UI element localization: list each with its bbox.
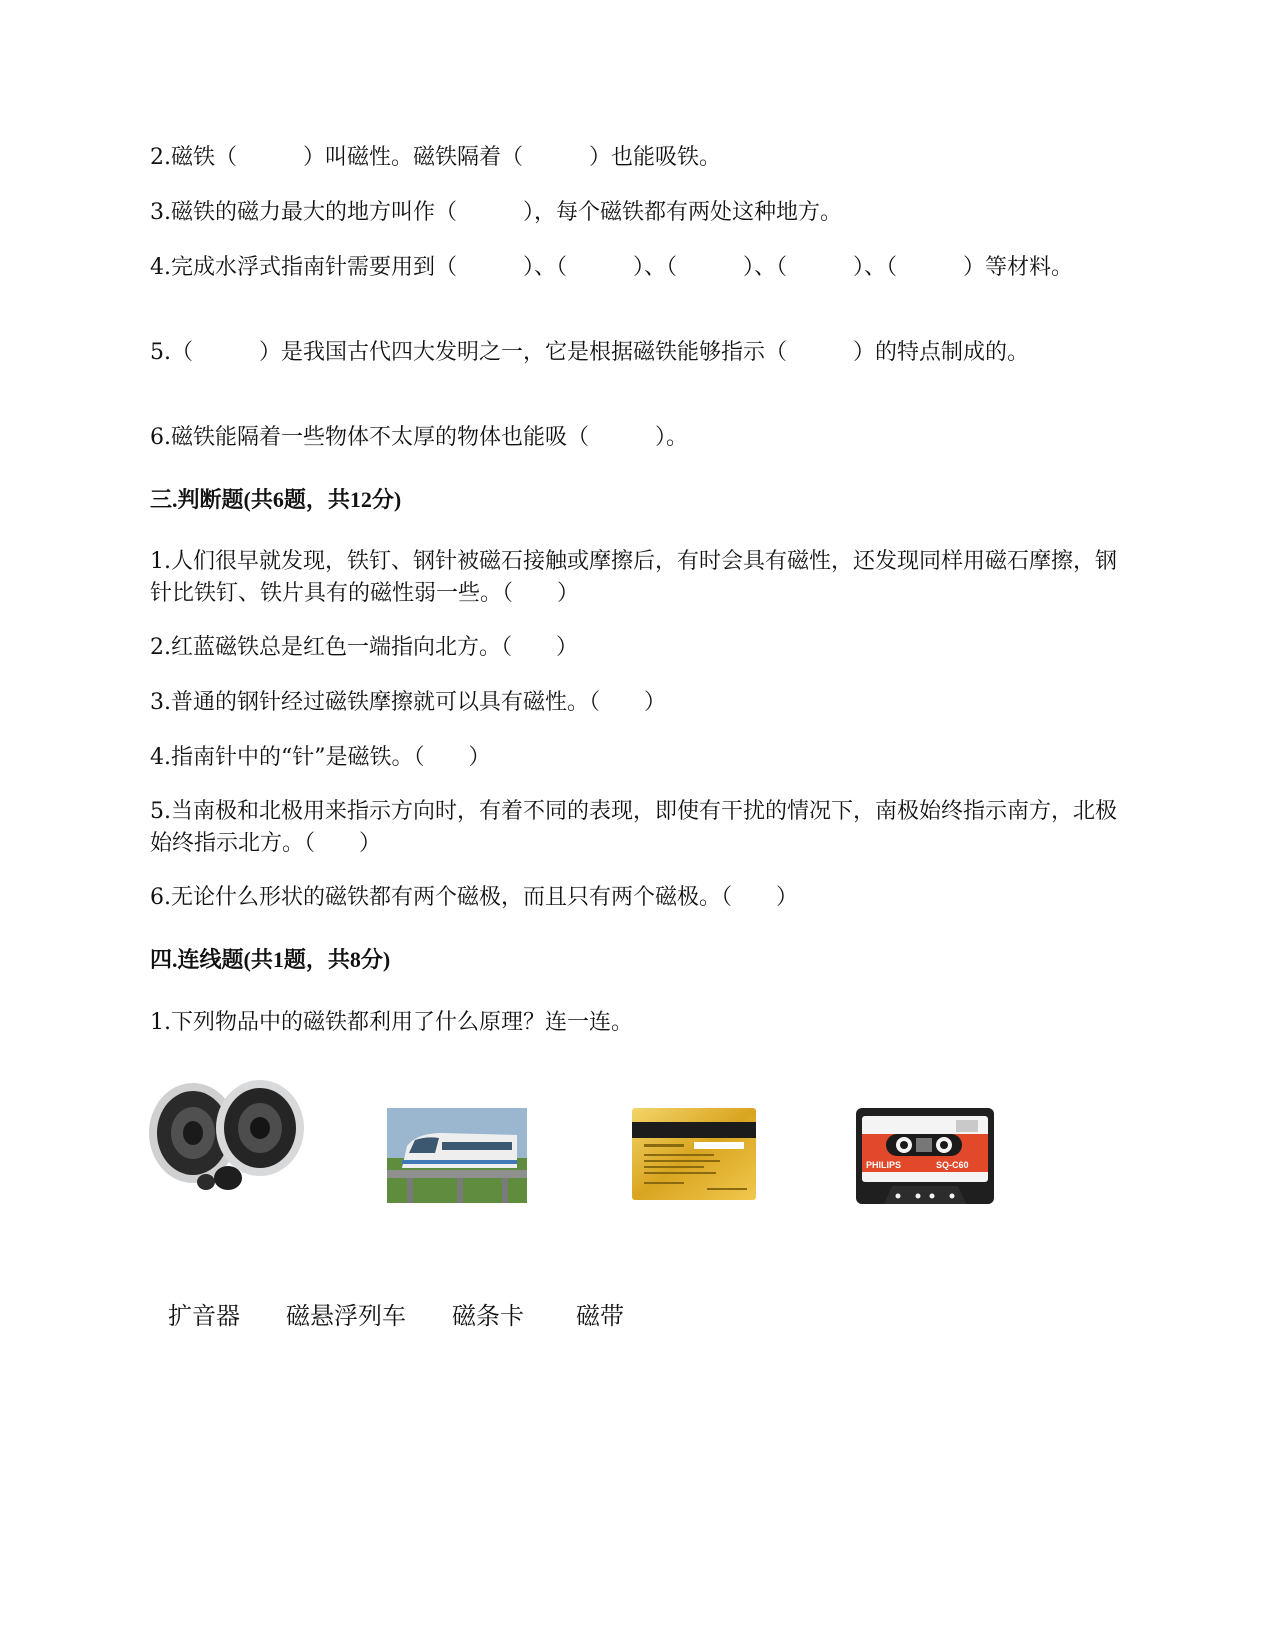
judgment-question-4: 4.指南针中的“针”是磁铁。（ ）	[150, 745, 491, 770]
label-magnetic-card: 磁条卡	[452, 1302, 524, 1330]
section-heading-judgment: 三.判断题(共6题，共12分)	[150, 487, 402, 512]
section-heading-matching: 四.连线题(共1题，共8分)	[150, 947, 391, 972]
cassette-model-text: SQ-C60	[936, 1160, 969, 1170]
cassette-brand-text: PHILIPS	[866, 1160, 902, 1170]
judgment-question-5: 5.当南极和北极用来指示方向时，有着不同的表现，即使有干扰的情况下，南极始终指示南方，北极始终指示北方。（ ）	[150, 799, 1117, 856]
label-maglev-train: 磁悬浮列车	[286, 1302, 406, 1330]
fill-in-question-2: 2.磁铁（ ）叫磁性。磁铁隔着（ ）也能吸铁。	[150, 145, 721, 170]
label-cassette-tape: 磁带	[576, 1302, 624, 1330]
label-speaker: 扩音器	[168, 1302, 240, 1330]
judgment-question-1: 1.人们很早就发现，铁钉、钢针被磁石接触或摩擦后，有时会具有磁性，还发现同样用磁石摩擦，钢针比铁钉、铁片具有的磁性弱一些。（ ）	[150, 549, 1117, 606]
fill-in-question-5: 5.（ ）是我国古代四大发明之一，它是根据磁铁能够指示（ ）的特点制成的。	[150, 340, 1029, 365]
cassette-tape-image	[856, 1108, 994, 1204]
speaker-image	[148, 1078, 308, 1198]
judgment-question-3: 3.普通的钢针经过磁铁摩擦就可以具有磁性。（ ）	[150, 690, 666, 715]
fill-in-question-6: 6.磁铁能隔着一些物体不太厚的物体也能吸（ ）。	[150, 425, 688, 450]
matching-question-1: 1.下列物品中的磁铁都利用了什么原理？连一连。	[150, 1010, 633, 1035]
judgment-question-2: 2.红蓝磁铁总是红色一端指向北方。（ ）	[150, 635, 578, 660]
judgment-question-6: 6.无论什么形状的磁铁都有两个磁极，而且只有两个磁极。（ ）	[150, 885, 798, 910]
maglev-train-image	[387, 1108, 527, 1203]
fill-in-question-3: 3.磁铁的磁力最大的地方叫作（ ），每个磁铁都有两处这种地方。	[150, 200, 842, 225]
magnetic-card-image	[632, 1108, 756, 1200]
fill-in-question-4: 4.完成水浮式指南针需要用到（ ）、（ ）、（ ）、（ ）、（ ）等材料。	[150, 255, 1073, 280]
